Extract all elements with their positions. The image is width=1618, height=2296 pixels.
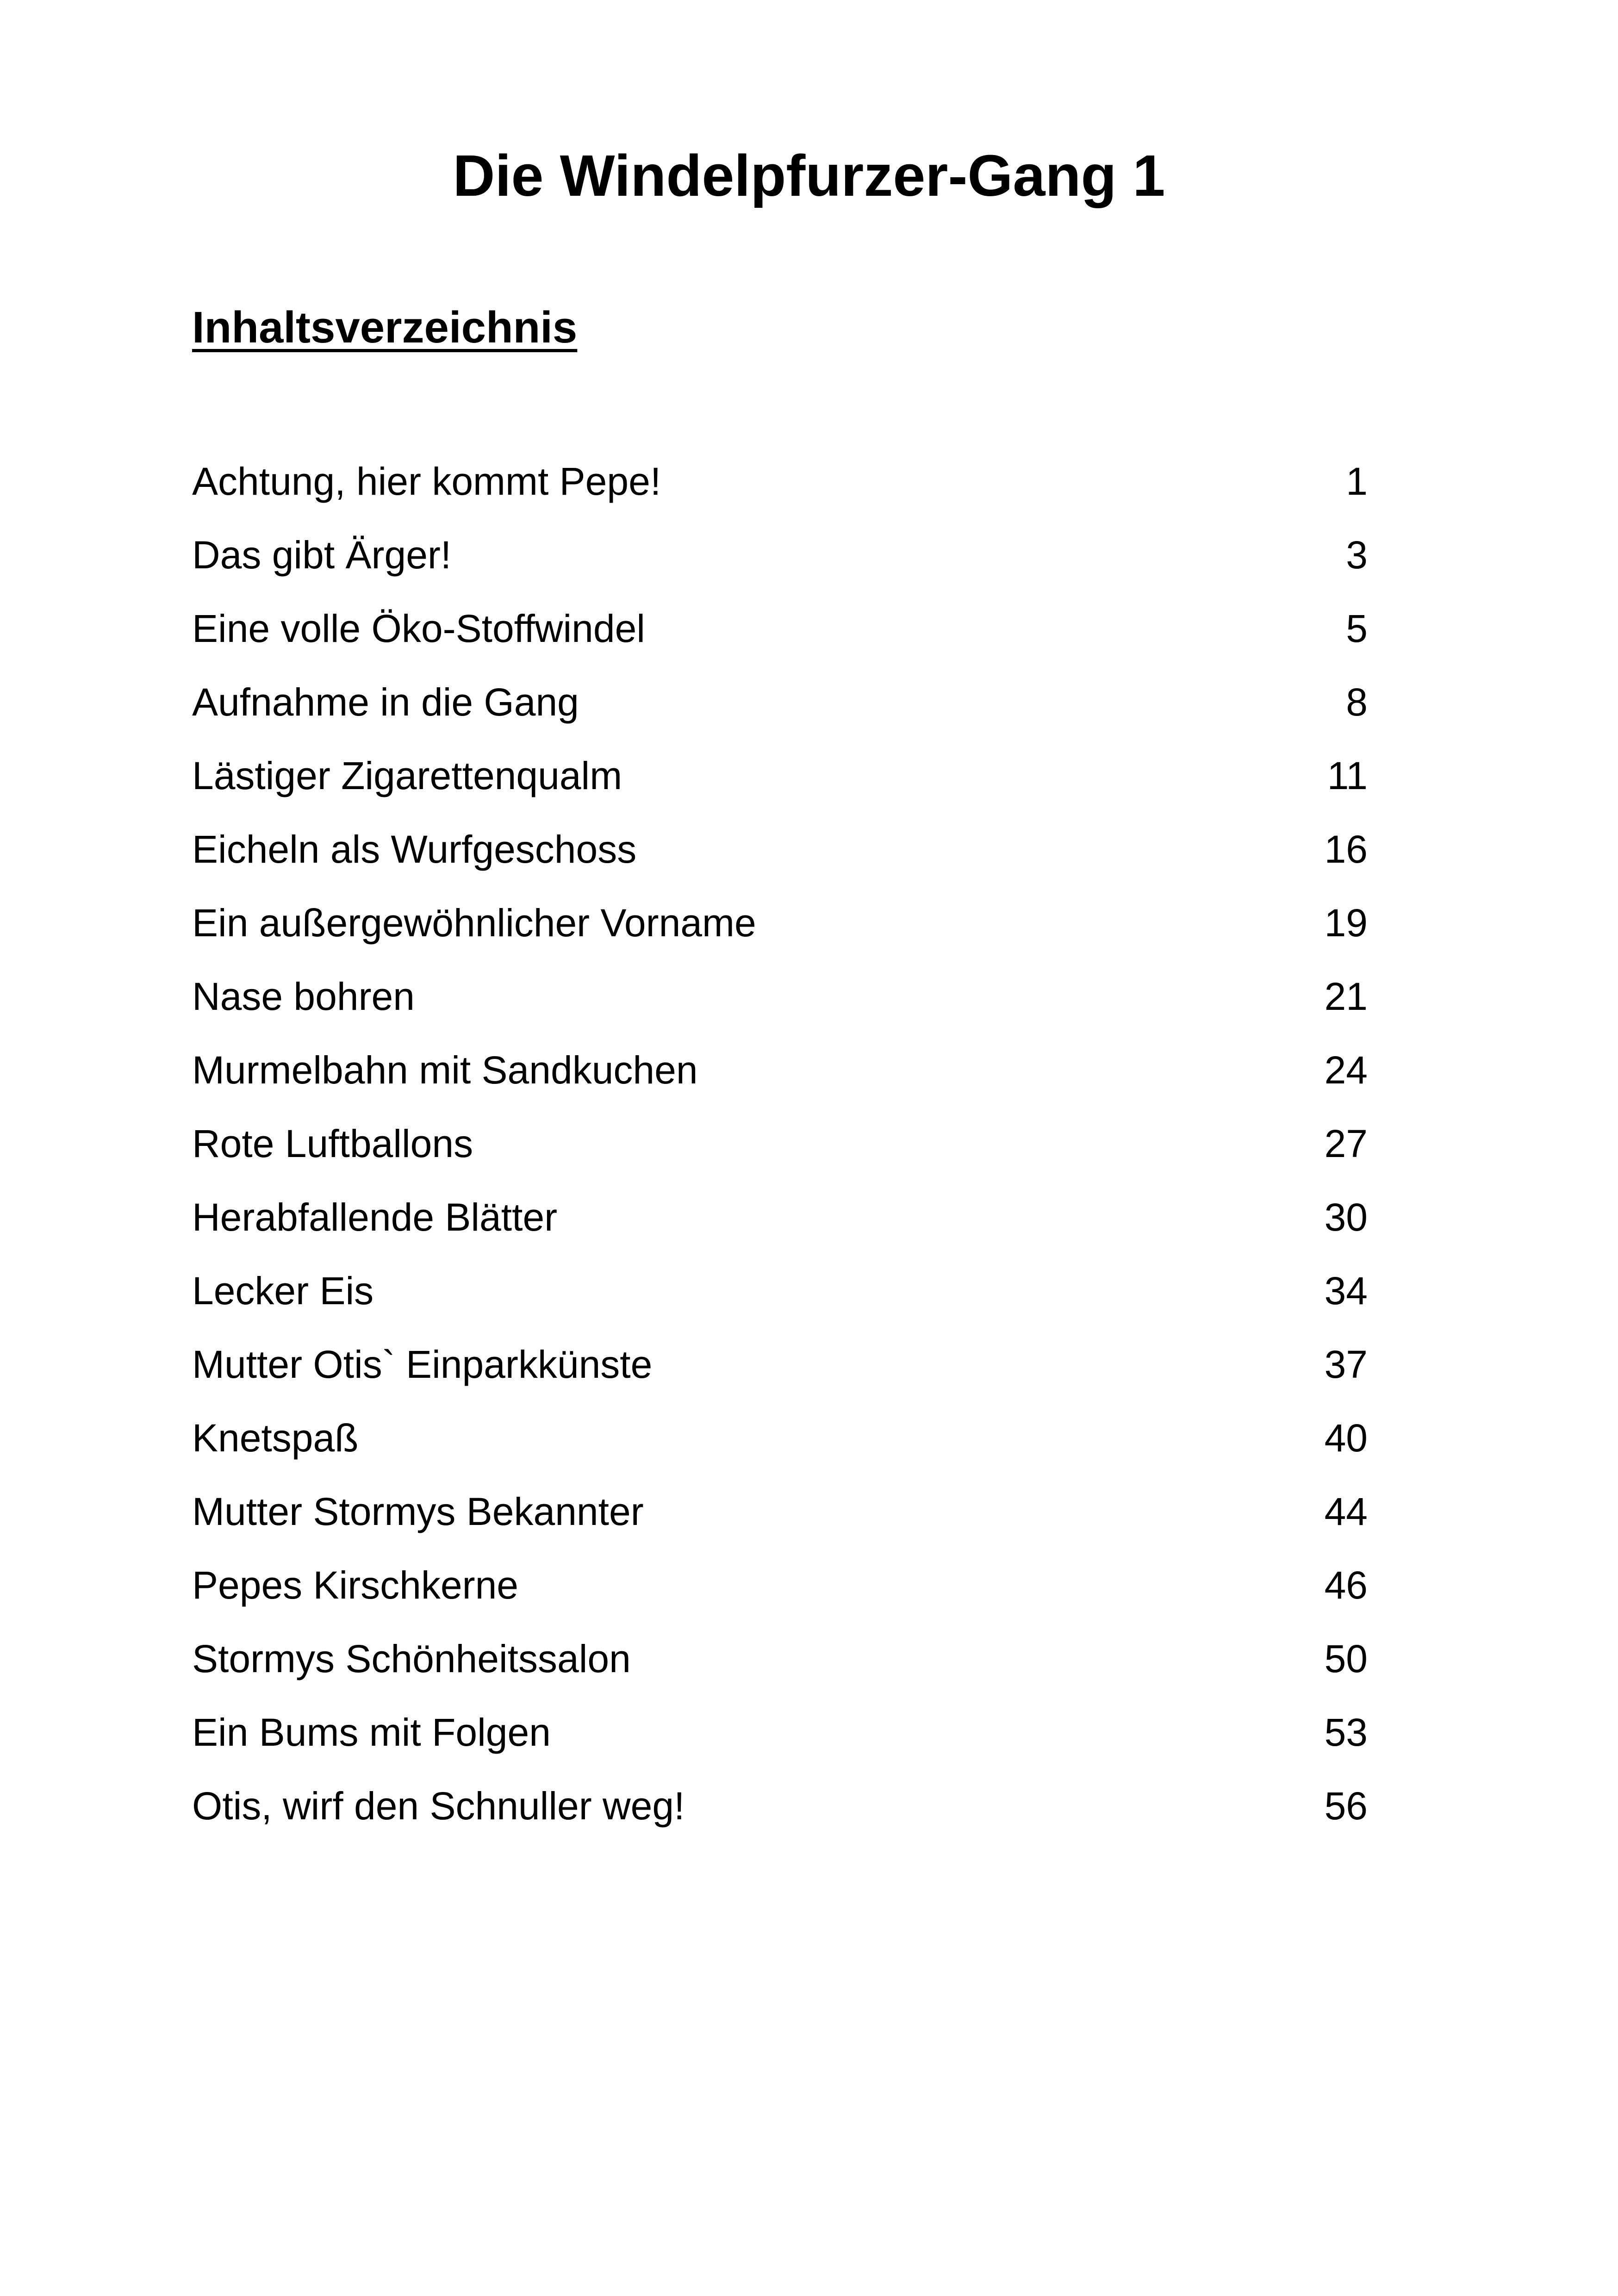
toc-entry: [192, 674, 1368, 748]
toc-entry-page: 19: [1324, 901, 1368, 945]
document-title: Die Windelpfurzer-Gang 1: [453, 143, 1165, 208]
toc-entry-page: 8: [1346, 680, 1368, 724]
toc-entry-title: Das gibt Ärger!: [192, 533, 452, 577]
toc-heading: Inhaltsverzeichnis: [192, 303, 578, 352]
toc-entry-title: Pepes Kirschkerne: [192, 1563, 519, 1607]
toc-entry-page: 34: [1324, 1269, 1368, 1313]
toc-entry: [192, 527, 1368, 601]
toc-entry-page: 56: [1324, 1784, 1368, 1828]
table-of-contents: [192, 454, 1368, 1852]
toc-entry-page: 27: [1324, 1122, 1368, 1165]
toc-entry: [192, 1410, 1368, 1484]
toc-entry: [192, 601, 1368, 674]
toc-entry-page: 1: [1346, 460, 1368, 503]
toc-entry: [192, 1705, 1368, 1778]
toc-entry-title: Lästiger Zigarettenqualm: [192, 754, 622, 797]
toc-entry-title: Eicheln als Wurfgeschoss: [192, 828, 637, 871]
toc-entry: [192, 454, 1368, 527]
toc-entry-page: 53: [1324, 1711, 1368, 1754]
toc-entry: [192, 821, 1368, 895]
toc-entry: [192, 1778, 1368, 1852]
toc-entry-title: Ein außergewöhnlicher Vorname: [192, 901, 756, 945]
toc-entry-page: 24: [1324, 1048, 1368, 1092]
toc-entry: [192, 1631, 1368, 1705]
toc-entry-title: Aufnahme in die Gang: [192, 680, 579, 724]
toc-entry-page: 11: [1327, 754, 1368, 797]
toc-entry: [192, 1337, 1368, 1410]
toc-entry: [192, 748, 1368, 821]
toc-entry-page: 37: [1324, 1343, 1368, 1386]
toc-entry-title: Mutter Stormys Bekannter: [192, 1490, 644, 1533]
toc-entry-title: Murmelbahn mit Sandkuchen: [192, 1048, 698, 1092]
toc-entry-page: 21: [1324, 975, 1368, 1018]
toc-entry-page: 50: [1324, 1637, 1368, 1680]
toc-entry-page: 30: [1324, 1195, 1368, 1239]
toc-entry-title: Otis, wirf den Schnuller weg!: [192, 1784, 685, 1828]
toc-entry-title: Mutter Otis` Einparkkünste: [192, 1343, 653, 1386]
toc-entry-page: 16: [1324, 828, 1368, 871]
toc-entry-page: 3: [1346, 533, 1368, 577]
toc-entry-page: 40: [1324, 1416, 1368, 1460]
toc-entry-title: Ein Bums mit Folgen: [192, 1711, 551, 1754]
toc-entry: [192, 1189, 1368, 1263]
toc-entry: [192, 969, 1368, 1042]
toc-entry-title: Knetspaß: [192, 1416, 359, 1460]
toc-entry-title: Eine volle Öko-Stoffwindel: [192, 607, 645, 650]
toc-entry-title: Lecker Eis: [192, 1269, 374, 1313]
toc-entry-title: Rote Luftballons: [192, 1122, 473, 1165]
toc-entry-page: 44: [1324, 1490, 1368, 1533]
toc-entry: [192, 895, 1368, 969]
toc-entry-page: 46: [1324, 1563, 1368, 1607]
toc-entry: [192, 1116, 1368, 1189]
toc-entry: [192, 1042, 1368, 1116]
toc-entry: [192, 1557, 1368, 1631]
toc-entry: [192, 1484, 1368, 1557]
toc-entry: [192, 1263, 1368, 1337]
toc-entry-title: Achtung, hier kommt Pepe!: [192, 460, 661, 503]
toc-entry-title: Nase bohren: [192, 975, 415, 1018]
toc-entry-title: Herabfallende Blätter: [192, 1195, 558, 1239]
toc-entry-page: 5: [1346, 607, 1368, 650]
toc-entry-title: Stormys Schönheitssalon: [192, 1637, 631, 1680]
